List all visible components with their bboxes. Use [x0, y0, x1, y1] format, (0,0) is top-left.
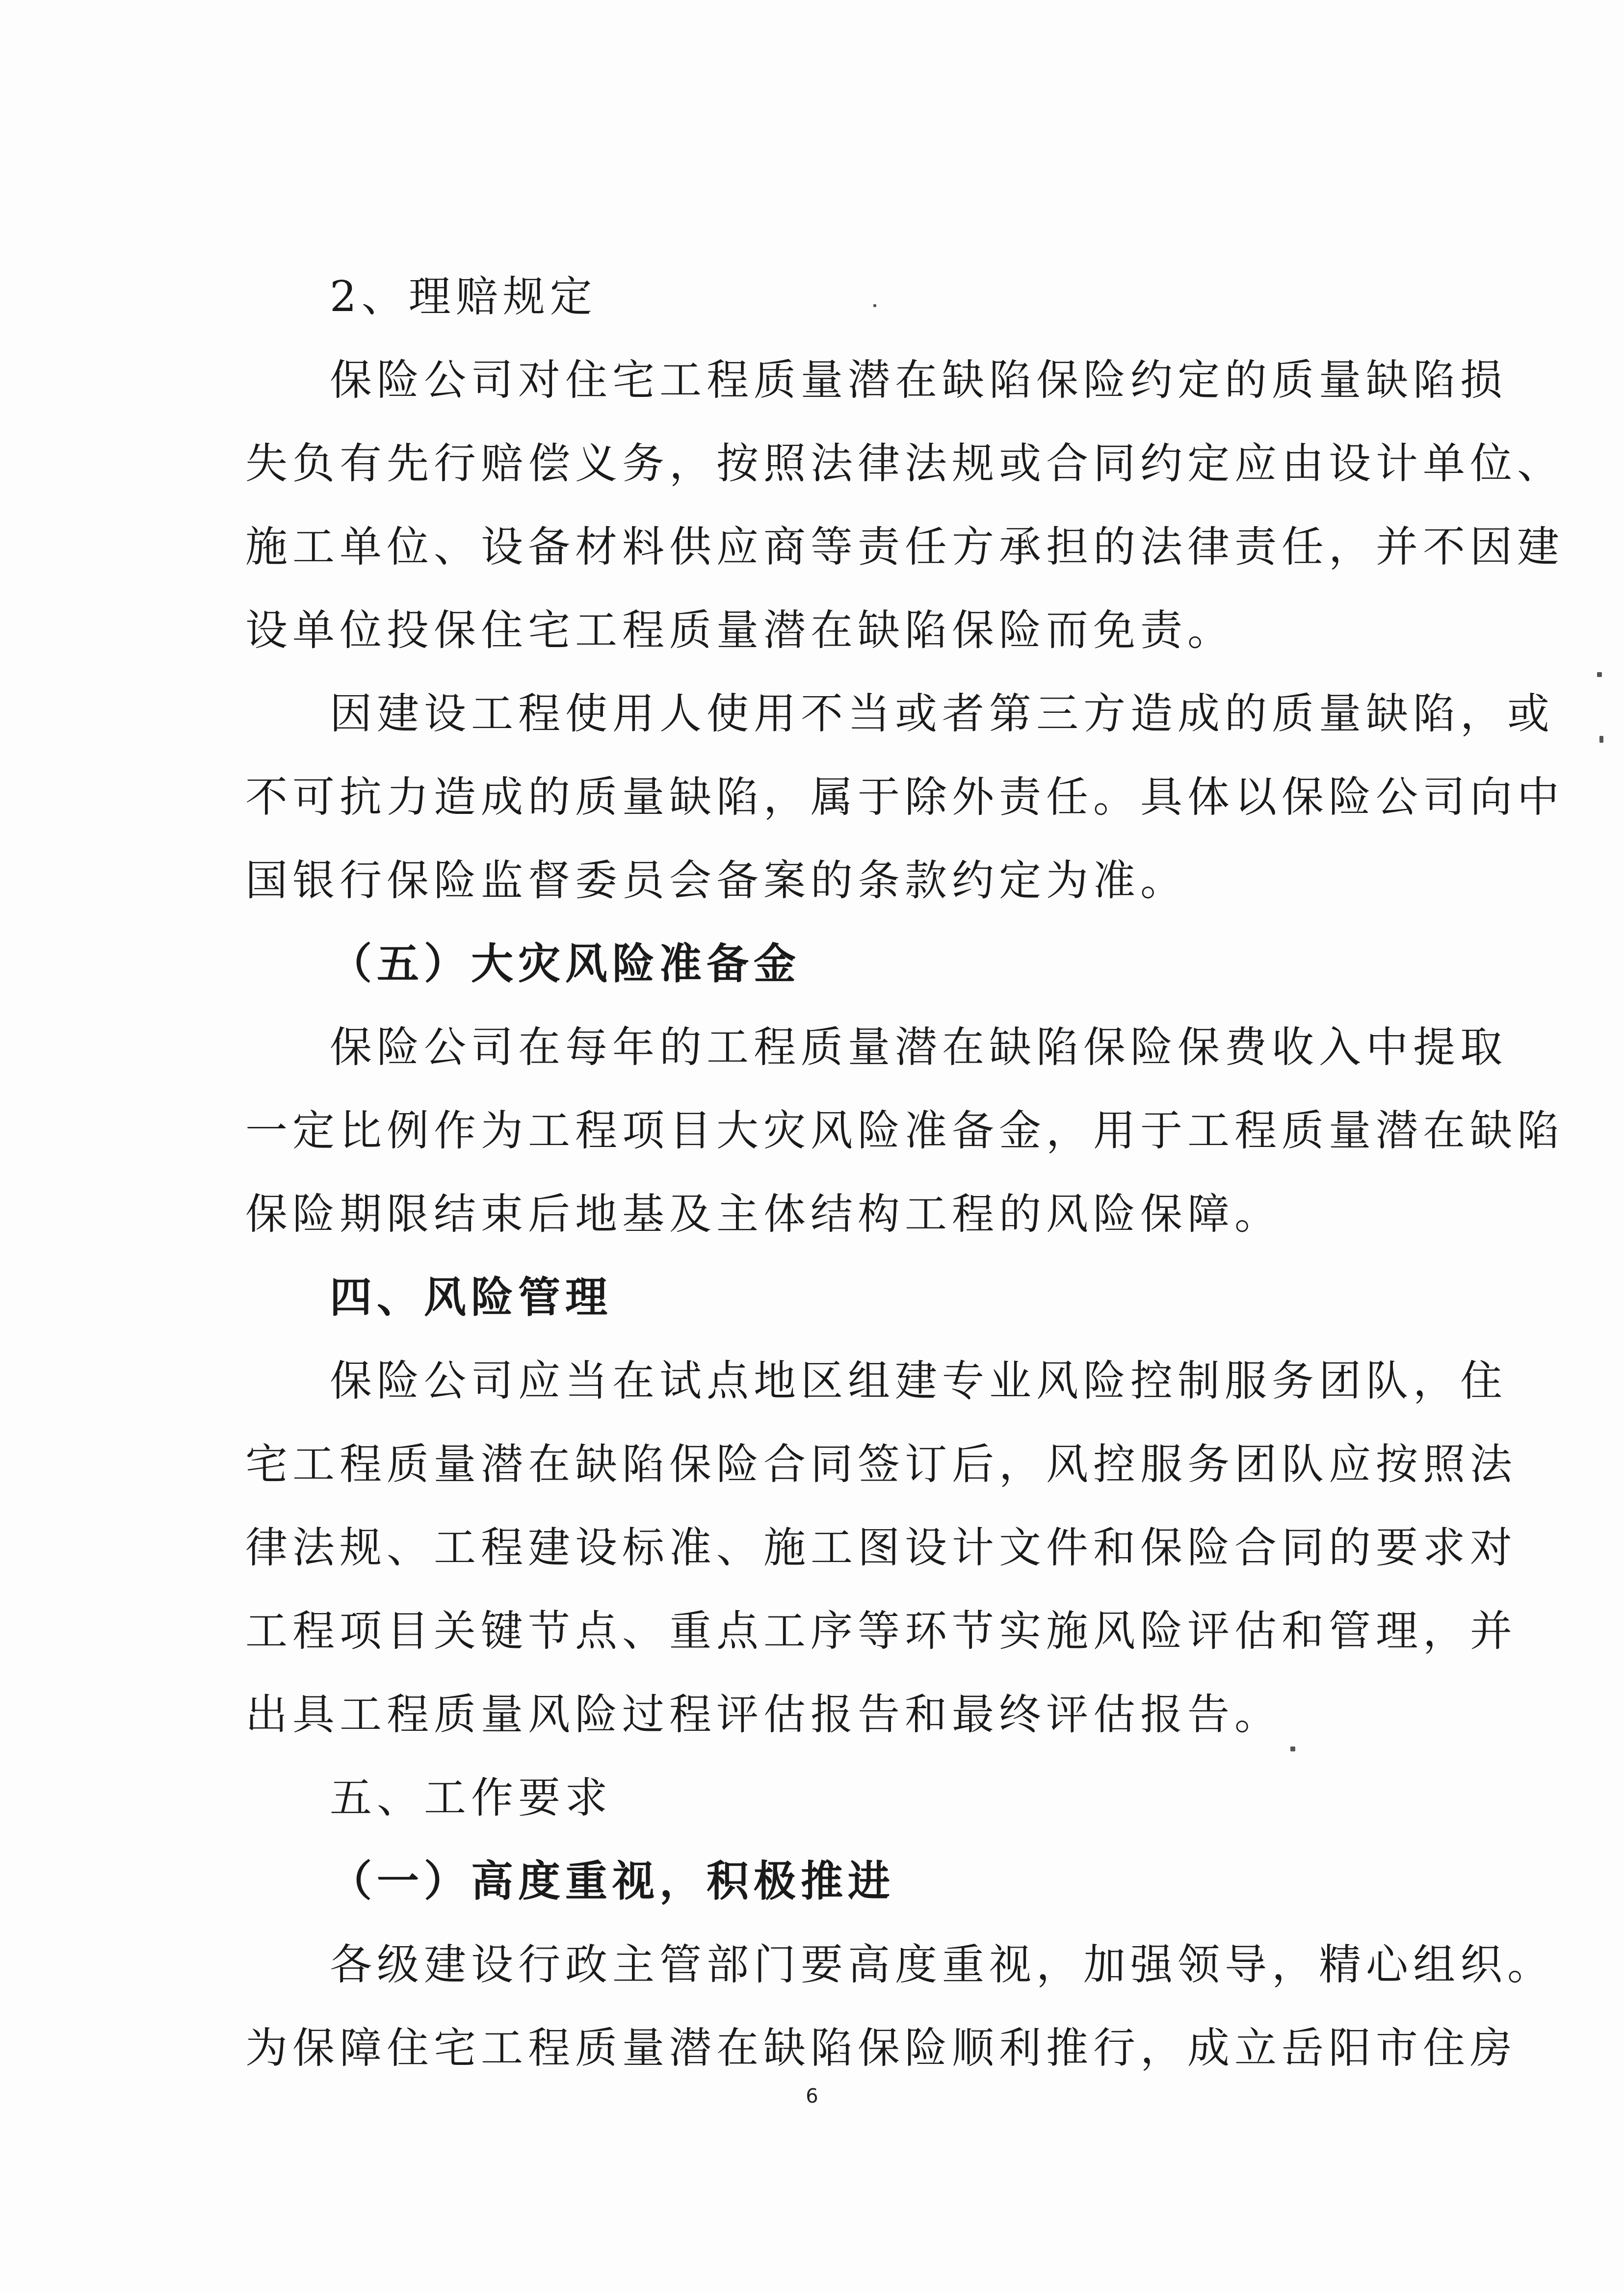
text-line: 出具工程质量风险过程评估报告和最终评估报告。	[245, 1690, 1282, 1739]
paragraph-risk-management	[245, 1339, 1517, 1756]
text-line: 为保障住宅工程质量潜在缺陷保险顺利推行，成立岳阳市住房	[245, 2024, 1517, 2073]
text-line: 保险期限结束后地基及主体结构工程的风险保障。	[245, 1190, 1282, 1239]
subheading-claims-rules: 2、理赔规定	[330, 272, 597, 321]
scan-speck	[1599, 736, 1603, 743]
text-line: 保险公司在每年的工程质量潜在缺陷保险保费收入中提取	[330, 1023, 1507, 1072]
paragraph-risk-heading	[245, 1256, 1398, 1339]
document-body	[245, 255, 1564, 2090]
paragraph-exclusions	[245, 672, 1564, 922]
text-line: 施工单位、设备材料供应商等责任方承担的法律责任，并不因建	[245, 522, 1564, 572]
text-line: 宅工程质量潜在缺陷保险合同签订后，风控服务团队应按照法	[245, 1440, 1517, 1489]
paragraph-catastrophe-heading	[245, 922, 1398, 1006]
text-line: 失负有先行赔偿义务，按照法律法规或合同约定应由设计单位、	[245, 439, 1564, 488]
text-line: 工程项目关键节点、重点工序等环节实施风险评估和管理，并	[245, 1607, 1517, 1656]
section-heading-risk-management: 四、风险管理	[330, 1273, 612, 1322]
paragraph-claims-heading	[245, 255, 1398, 339]
text-line: 各级建设行政主管部门要高度重视，加强领导，精心组织。	[330, 1940, 1554, 1989]
paragraph-work-requirements-heading	[245, 1756, 1398, 1840]
section-heading-catastrophe-reserve: （五）大灾风险准备金	[330, 939, 801, 989]
text-line: 保险公司应当在试点地区组建专业风险控制服务团队，住	[330, 1356, 1507, 1406]
page-number: 6	[806, 2085, 818, 2108]
text-line: 设单位投保住宅工程质量潜在缺陷保险而免责。	[245, 606, 1234, 655]
paragraph-attention-heading	[245, 1840, 1398, 1923]
text-line: 不可抗力造成的质量缺陷，属于除外责任。具体以保险公司向中	[245, 773, 1564, 822]
text-line: 国银行保险监督委员会备案的条款约定为准。	[245, 856, 1187, 905]
paragraph-catastrophe-reserve	[245, 1006, 1564, 1256]
text-line: 因建设工程使用人使用不当或者第三方造成的质量缺陷，或	[330, 689, 1554, 738]
scan-speck	[1290, 1746, 1295, 1751]
paragraph-attention	[245, 1923, 1554, 2090]
text-line: 律法规、工程建设标准、施工图设计文件和保险合同的要求对	[245, 1523, 1517, 1572]
text-line: 一定比例作为工程项目大灾风险准备金，用于工程质量潜在缺陷	[245, 1106, 1564, 1155]
paragraph-claims-liability	[245, 339, 1564, 672]
section-heading-work-requirements: 五、工作要求	[330, 1773, 612, 1823]
subsection-heading-high-attention: （一）高度重视，积极推进	[330, 1857, 895, 1906]
text-line: 保险公司对住宅工程质量潜在缺陷保险约定的质量缺陷损	[330, 356, 1507, 405]
scan-speck	[1597, 672, 1602, 677]
scan-speck	[873, 304, 876, 307]
